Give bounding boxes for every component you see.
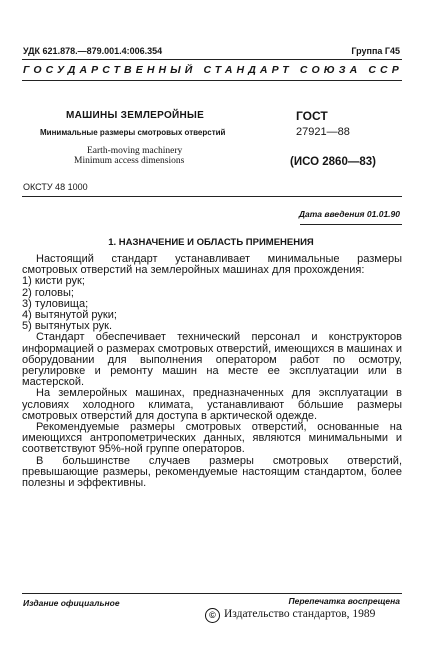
list-item: 2) головы; [22, 286, 74, 299]
copyright-icon: © [205, 608, 220, 623]
publisher-line [205, 608, 375, 623]
paragraph-2: Стандарт обеспечивает технический персонал и конструкторов информацией о размерах смотровых отверстий, имеющихся в машинах и оборудовании для выполнения оператором работ по осмотру, регулировке и ремонту машин на месте ее эксплуатации или в мастерской. [22, 331, 402, 389]
footer-rule [22, 593, 402, 594]
section-heading: 1. НАЗНАЧЕНИЕ И ОБЛАСТЬ ПРИМЕНЕНИЯ [108, 237, 314, 248]
official-edition: Издание официальное [23, 598, 120, 608]
document-title: МАШИНЫ ЗЕМЛЕРОЙНЫЕ [66, 110, 205, 121]
document-subtitle: Минимальные размеры смотровых отверстий [40, 128, 226, 137]
date-underline [300, 224, 402, 225]
okstu-code: ОКСТУ 48 1000 [23, 182, 88, 192]
paragraph-3: На землеройных машинах, предназначенных для эксплуатации в условиях холодного климата, устанавливают бóльшие размеры смотровых отверстий для доступа в арктической одежде. [22, 387, 402, 422]
list-item: 5) вытянутых рук. [22, 320, 113, 333]
list-item: 4) вытянутой руки; [22, 309, 117, 322]
list-item: 3) туловища; [22, 297, 89, 310]
paragraph-1: Настоящий стандарт устанавливает минимальные размеры смотровых отверстий на землеройных машинах для прохождения: [22, 253, 402, 277]
english-title: Earth-moving machinery [87, 146, 183, 156]
access-list [22, 276, 402, 332]
introduction-date: Дата введения 01.01.90 [298, 209, 400, 219]
okstu-rule [22, 196, 402, 197]
iso-reference: (ИСО 2860—83) [290, 156, 376, 168]
publisher-name: Издательство стандартов, 1989 [224, 608, 376, 620]
gost-number: 27921—88 [296, 126, 350, 138]
header-rule-top [22, 59, 402, 60]
state-standard-banner: ГОСУДАРСТВЕННЫЙ СТАНДАРТ СОЮЗА ССР [23, 64, 403, 76]
udk-code: УДК 621.878.—879.001.4:006.354 [23, 46, 163, 56]
paragraph-4: Рекомендуемые размеры смотровых отверстий, основанные на имеющихся антропометрических данных, являются минимальными и соответствуют 95%-ной группе операторов. [22, 421, 402, 456]
reprint-notice: Перепечатка воспрещена [288, 596, 400, 606]
list-item: 1) кисти рук; [22, 275, 85, 288]
group-code: Группа Г45 [351, 46, 400, 56]
header-rule-bottom [22, 80, 402, 81]
document-body [22, 254, 402, 489]
english-subtitle: Minimum access dimensions [74, 156, 185, 166]
gost-label: ГОСТ [296, 109, 328, 123]
paragraph-5: В большинстве случаев размеры смотровых отверстий, превышающие размеры, рекомендуемые настоящим стандартом, более полезны и эффективны. [22, 454, 402, 490]
